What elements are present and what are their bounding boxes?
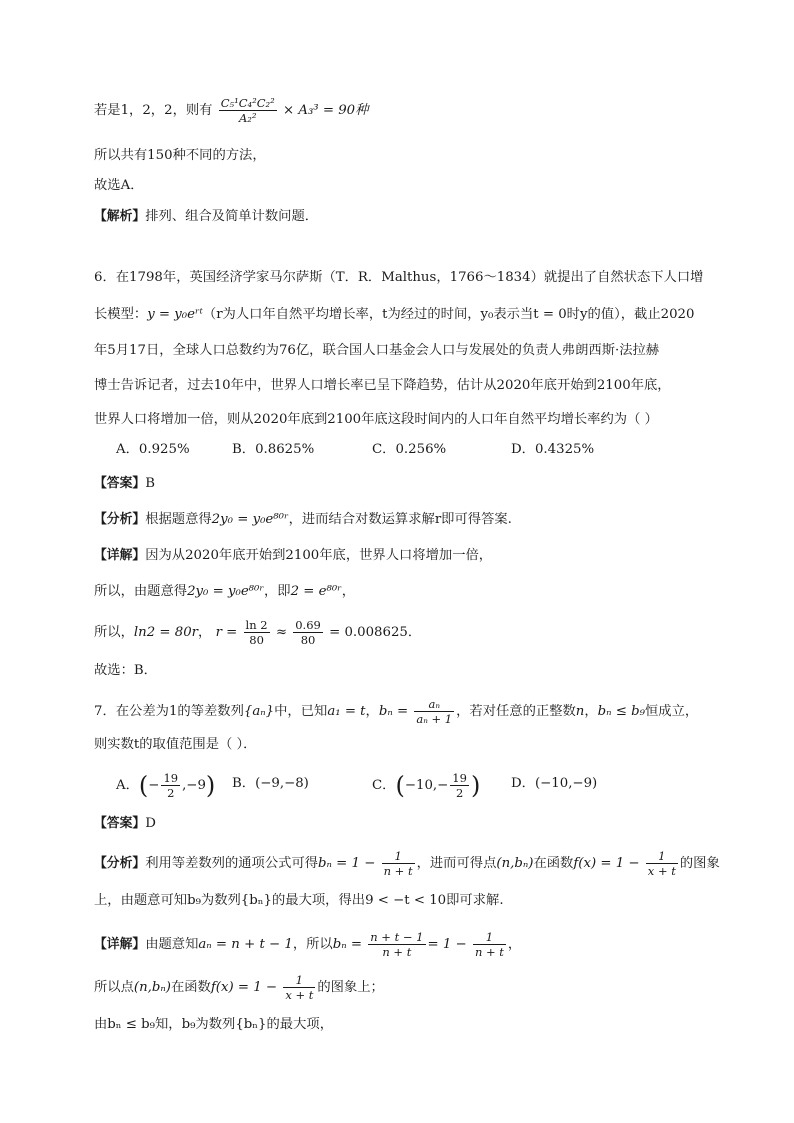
formula: = 0.008625 bbox=[329, 625, 408, 640]
fraction-numerator: n + t − 1 bbox=[370, 930, 424, 944]
formula: 2 = e⁸⁰ʳ bbox=[290, 584, 342, 599]
answer-tag: 【答案】 bbox=[94, 476, 146, 491]
formula: bₙ ≤ b₉ bbox=[597, 704, 646, 719]
text: ． bbox=[407, 625, 422, 640]
text: 所以，由题意得 bbox=[94, 584, 188, 599]
question-7-line-1 bbox=[94, 697, 698, 726]
fraction-denominator: n + t bbox=[382, 945, 412, 959]
fenxi-line bbox=[94, 849, 720, 878]
option-a bbox=[116, 771, 215, 800]
text: 的图象上； bbox=[317, 980, 384, 995]
question-6-line-4: 博士告诉记者，过去10年中，世界人口增长率已呈下降趋势，估计从2020年底开始到2100年底， bbox=[94, 378, 671, 393]
formula: a₁ = t bbox=[327, 704, 366, 719]
fraction-numerator: 1 bbox=[473, 930, 506, 945]
formula: 2y₀ = y₀e⁸⁰ʳ bbox=[187, 584, 264, 599]
formula: (n,bₙ) bbox=[496, 856, 534, 871]
text: 恒成立， bbox=[645, 704, 699, 719]
formula: (n,bₙ) bbox=[133, 980, 171, 995]
text: 长模型： bbox=[94, 307, 148, 322]
text-line: 由bₙ ≤ b₉知，b₉为数列{bₙ}的最大项， bbox=[94, 1017, 333, 1032]
fraction-numerator: 1 bbox=[283, 973, 315, 988]
analysis-line bbox=[94, 207, 318, 227]
formula: bₙ = bbox=[332, 937, 363, 952]
text: （r为人口年自然平均增长率，t为经过的时间，y₀表示当t = 0时y的值），截止2020 bbox=[202, 307, 695, 322]
text: ， bbox=[584, 704, 598, 719]
text: 利用等差数列的通项公式可得 bbox=[145, 856, 319, 871]
fraction bbox=[244, 618, 270, 647]
formula: ln2 = 80r bbox=[133, 625, 199, 640]
text: 由题意知 bbox=[145, 937, 199, 952]
left-paren: ( bbox=[138, 771, 149, 800]
formula: r = bbox=[215, 625, 238, 640]
option-d: D．0.4325% bbox=[511, 442, 595, 457]
fraction bbox=[219, 96, 277, 125]
text: ， bbox=[507, 937, 522, 952]
fenxi-tag: 【分析】 bbox=[94, 856, 146, 871]
fraction bbox=[293, 618, 323, 647]
fraction-numerator: ln 2 bbox=[245, 618, 268, 632]
formula: bₙ = bbox=[378, 704, 409, 719]
fraction-denominator: 80 bbox=[300, 633, 316, 647]
formula: ,−9 bbox=[182, 778, 206, 793]
question-7-line-2: 则实数t的取值范围是（ ）． bbox=[94, 737, 257, 752]
question-6-line-2 bbox=[94, 305, 694, 325]
fraction-denominator: x + t bbox=[647, 864, 676, 878]
formula: y = y₀eʳᵗ bbox=[147, 307, 203, 322]
fraction bbox=[646, 849, 678, 878]
step-1-line bbox=[94, 582, 355, 602]
text: ，进而可得点 bbox=[416, 856, 497, 871]
option-a: A．0.925% bbox=[116, 442, 190, 457]
fraction-denominator: 2 bbox=[455, 786, 464, 800]
intro-formula-line bbox=[94, 96, 368, 125]
xiangjie-line bbox=[94, 546, 492, 566]
fraction bbox=[368, 930, 425, 959]
formula: = 1 − bbox=[427, 937, 467, 952]
text: ， bbox=[198, 625, 212, 640]
text: 所以， bbox=[94, 625, 134, 640]
formula: f(x) = 1 − bbox=[210, 980, 278, 995]
fraction bbox=[473, 930, 506, 959]
text: ，进而结合对数运算求解r即可得答案. bbox=[288, 512, 512, 527]
text: ，所以 bbox=[292, 937, 333, 952]
formula: −10,− bbox=[404, 778, 449, 793]
formula: n bbox=[575, 704, 585, 719]
question-6-line-3: 年5月17日，全球人口总数约为76亿，联合国人口基金会人口与发展处的负责人弗朗西斯·法拉赫 bbox=[94, 343, 660, 358]
text: 中，已知 bbox=[274, 704, 328, 719]
option-label: A． bbox=[116, 778, 139, 793]
xiangjie-tag: 【详解】 bbox=[94, 548, 146, 563]
formula: bₙ = 1 − bbox=[318, 856, 376, 871]
xiangjie-line bbox=[94, 930, 521, 959]
fenxi-line bbox=[94, 510, 512, 530]
option-c: C．0.256% bbox=[372, 442, 447, 457]
fraction-denominator: x + t bbox=[285, 988, 314, 1002]
text: 因为从2020年底开始到2100年底，世界人口将增加一倍， bbox=[145, 548, 493, 563]
fraction-numerator: C₅¹C₄²C₂² bbox=[220, 96, 275, 110]
text: 在函数 bbox=[170, 980, 211, 995]
fraction bbox=[161, 771, 180, 800]
xiangjie-tag: 【详解】 bbox=[94, 937, 146, 952]
formula: aₙ = n + t − 1 bbox=[198, 937, 293, 952]
approx-symbol: ≈ bbox=[275, 625, 287, 640]
text-line: 故选A． bbox=[94, 178, 144, 193]
fraction bbox=[450, 771, 469, 800]
minus-sign: − bbox=[148, 778, 160, 793]
question-6-line-5: 世界人口将增加一倍，则从2020年底到2100年底这段时间内的人口年自然平均增长率约为（ ） bbox=[94, 412, 658, 427]
formula: f(x) = 1 − bbox=[573, 856, 640, 871]
fraction-numerator: 1 bbox=[646, 849, 678, 864]
fraction-numerator: 19 bbox=[163, 771, 179, 785]
fraction-numerator: 1 bbox=[382, 849, 415, 864]
fraction-numerator: 0.69 bbox=[295, 618, 321, 632]
right-paren: ) bbox=[205, 771, 216, 800]
option-d: D．(−10,−9) bbox=[511, 776, 598, 791]
option-b: B．(−9,−8) bbox=[232, 776, 309, 791]
answer-tag: 【答案】 bbox=[94, 816, 146, 831]
fraction-numerator: aₙ bbox=[414, 697, 454, 712]
fenxi-tag: 【分析】 bbox=[94, 512, 146, 527]
fraction-denominator: n + t bbox=[383, 864, 413, 878]
fraction-denominator: n + t bbox=[474, 945, 504, 959]
answer-line bbox=[94, 814, 156, 834]
analysis-text: 排列、组合及简单计数问题． bbox=[145, 209, 319, 224]
analysis-tag: 【解析】 bbox=[94, 209, 146, 224]
question-6-line-1: 6．在1798年，英国经济学家马尔萨斯（T．R．Malthus，1766～1834）就提出了自然状态下人口增 bbox=[94, 270, 704, 285]
fenxi-line-2: 上，由题意可知b₉为数列{bₙ}的最大项，得出9 < −t < 10即可求解. bbox=[94, 893, 504, 908]
answer-value: B bbox=[145, 476, 155, 491]
fraction bbox=[414, 697, 454, 726]
text: ， bbox=[341, 584, 356, 599]
text-line: 故选：B． bbox=[94, 663, 157, 678]
text: 7．在公差为1的等差数列 bbox=[94, 704, 244, 719]
fraction bbox=[283, 973, 315, 1002]
fraction-denominator: aₙ + 1 bbox=[416, 712, 453, 726]
point-line bbox=[94, 973, 384, 1002]
text: 的图象 bbox=[679, 856, 720, 871]
answer-value: D bbox=[145, 816, 156, 831]
text: ，若对任意的正整数 bbox=[456, 704, 576, 719]
fraction-denominator: A₂² bbox=[238, 111, 257, 125]
formula: × A₃³ = 90种 bbox=[283, 103, 369, 118]
text: 在函数 bbox=[533, 856, 574, 871]
text: 所以点 bbox=[94, 980, 134, 995]
fraction-denominator: 80 bbox=[249, 633, 264, 647]
formula: 2y₀ = y₀e⁸⁰ʳ bbox=[211, 512, 289, 527]
fraction-numerator: 19 bbox=[452, 771, 467, 785]
text-line: 所以共有150种不同的方法， bbox=[94, 148, 266, 163]
formula: {aₙ} bbox=[243, 704, 275, 719]
left-paren: ( bbox=[395, 771, 405, 800]
right-paren: ) bbox=[470, 771, 481, 800]
text: 根据题意得 bbox=[145, 512, 212, 527]
option-label: C． bbox=[372, 778, 396, 793]
text: ，即 bbox=[263, 584, 291, 599]
step-2-line bbox=[94, 618, 421, 647]
text: ， bbox=[365, 704, 379, 719]
option-c bbox=[372, 771, 480, 800]
fraction bbox=[382, 849, 415, 878]
option-b: B．0.8625% bbox=[232, 442, 315, 457]
fraction-denominator: 2 bbox=[167, 786, 175, 800]
answer-line bbox=[94, 474, 155, 494]
text: 若是1，2，2，则有 bbox=[94, 103, 213, 118]
